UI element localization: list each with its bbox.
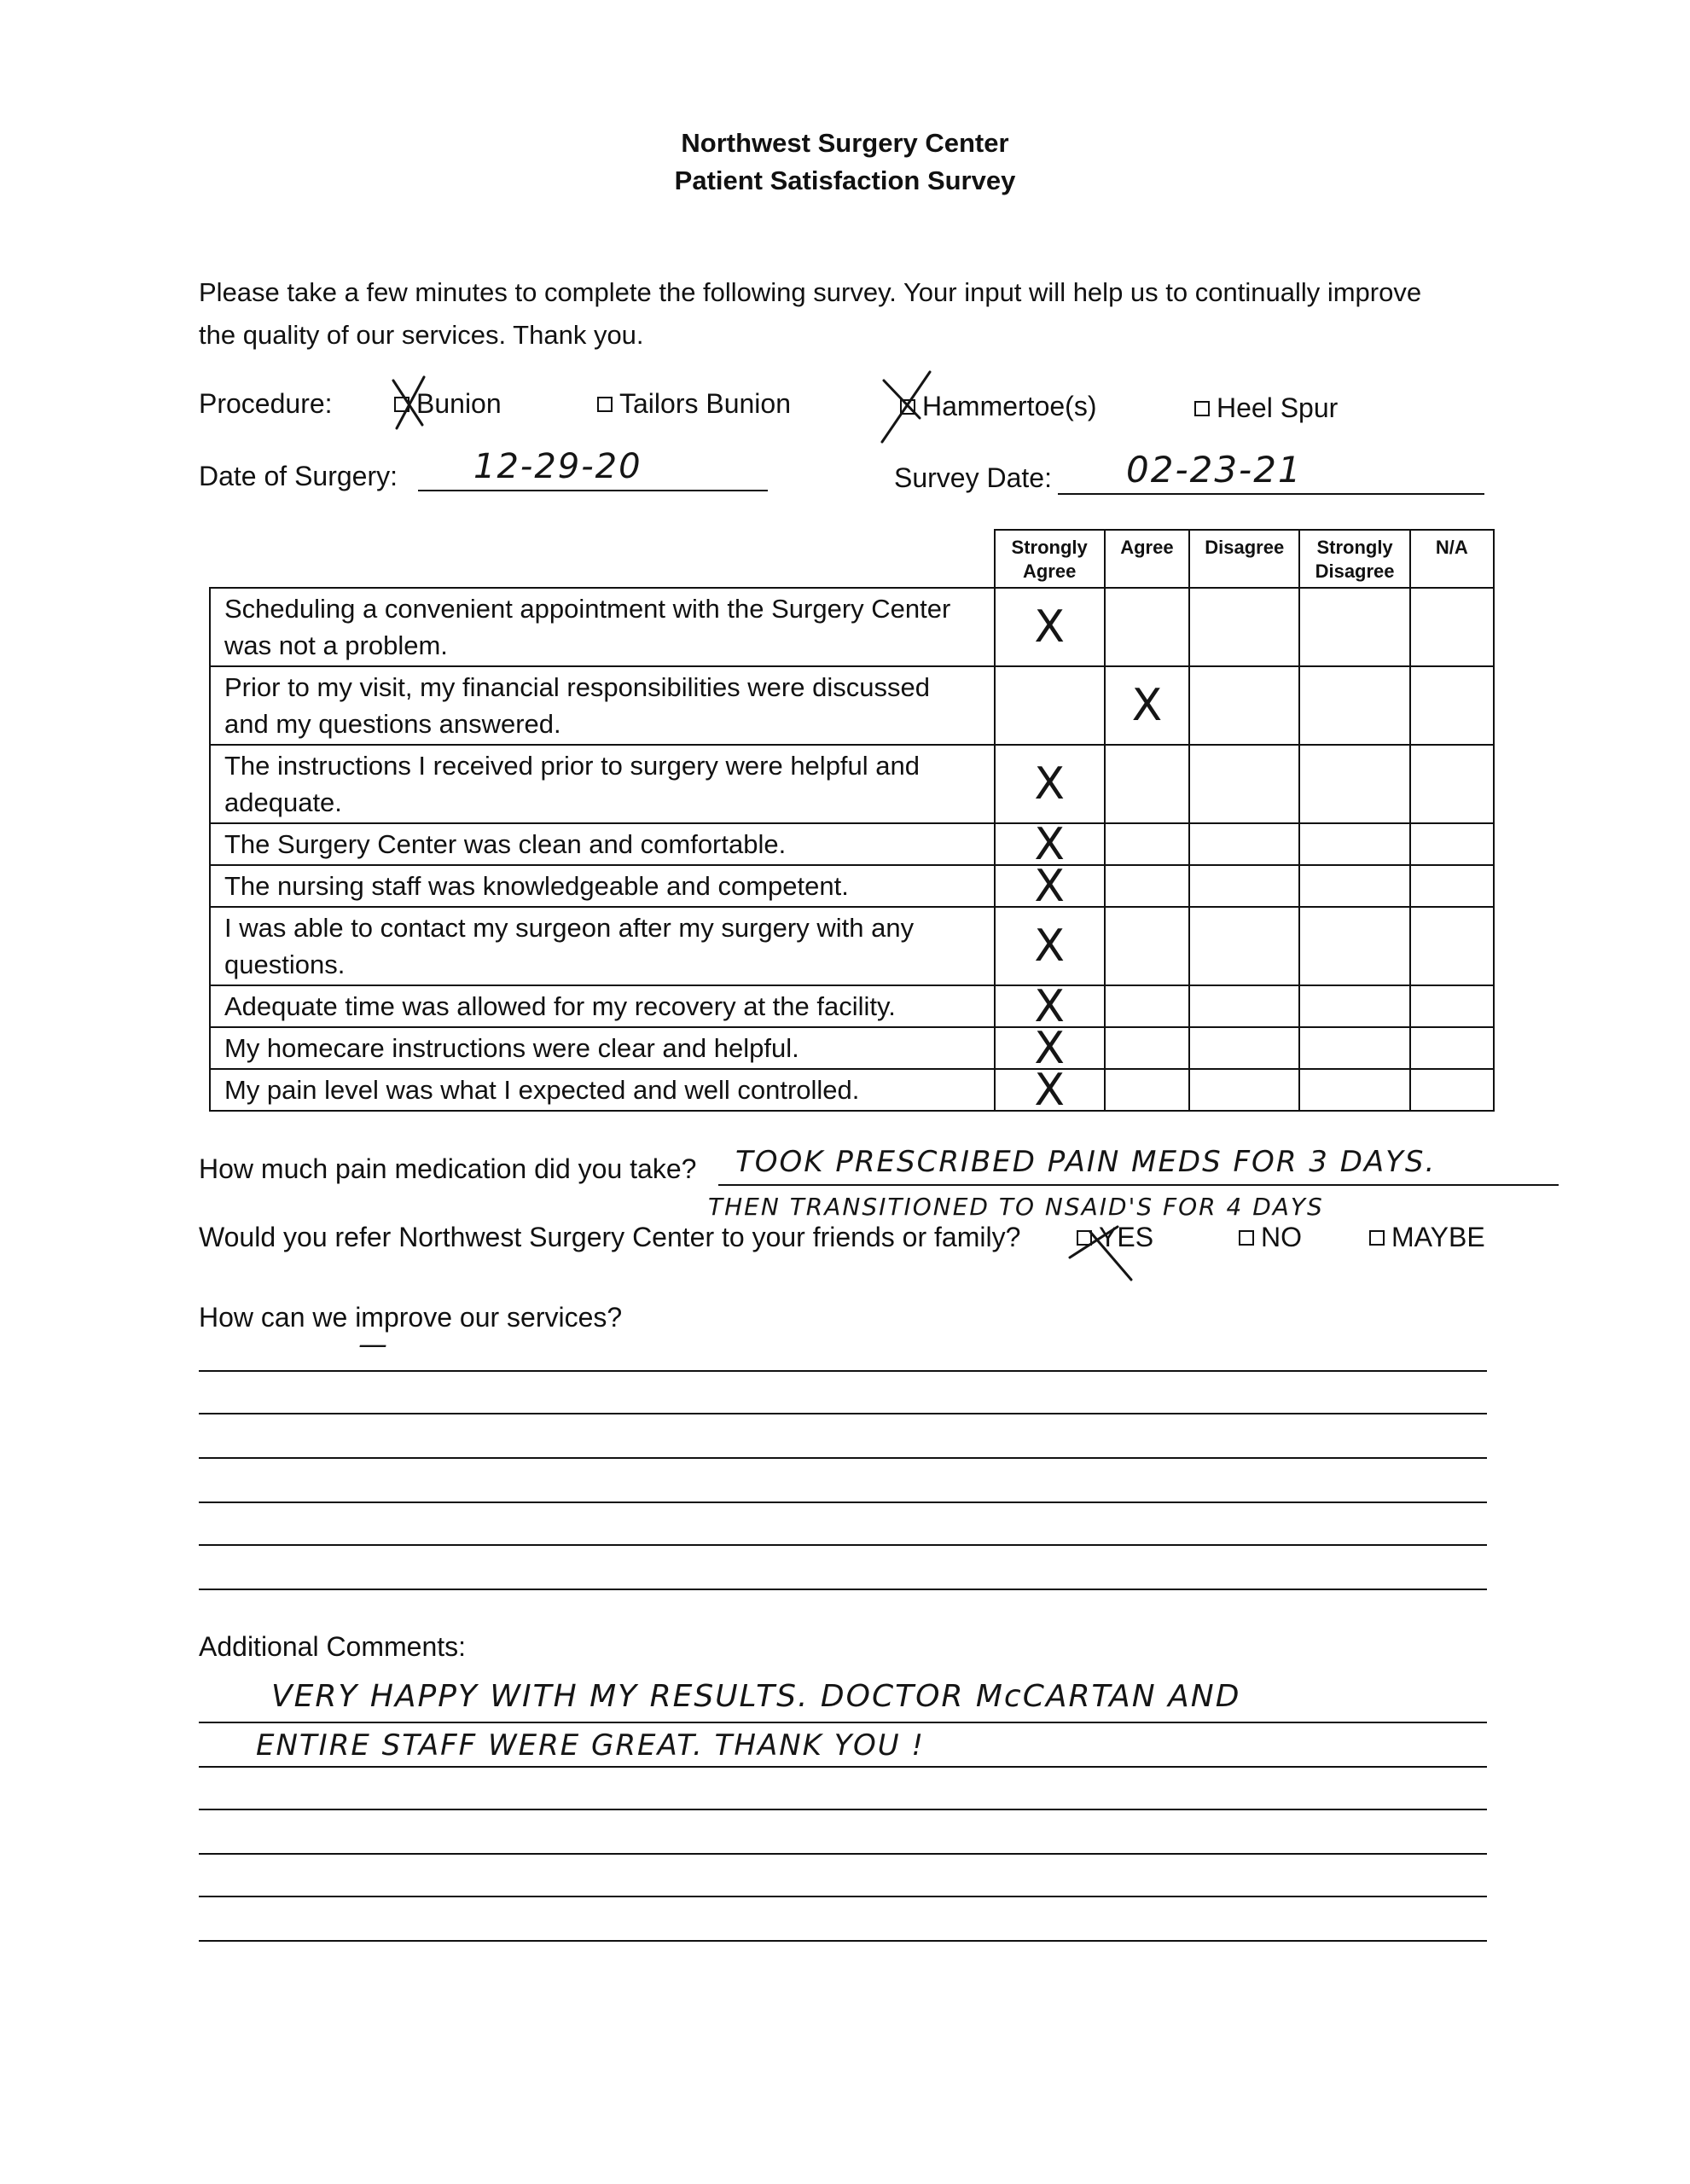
checkmark-x-icon	[1065, 1218, 1147, 1285]
rating-cell[interactable]	[995, 860, 1105, 912]
surgery-date-label: Date of Surgery:	[199, 461, 398, 491]
table-row	[210, 985, 1494, 1027]
mark: X	[1034, 818, 1065, 870]
rating-cell[interactable]	[995, 1022, 1105, 1074]
mark: X	[1034, 921, 1065, 972]
comments-line[interactable]	[199, 1940, 1487, 1942]
rating-cell[interactable]	[995, 666, 1105, 745]
rating-cell[interactable]	[1105, 865, 1189, 907]
checkbox[interactable]	[597, 397, 613, 412]
rating-cell[interactable]	[1105, 745, 1189, 823]
survey-table	[209, 529, 1495, 1116]
comments-line[interactable]	[199, 1766, 1487, 1768]
column-header: Strongly Agree	[995, 530, 1105, 588]
rating-cell[interactable]	[1105, 666, 1189, 745]
refer-question: Would you refer Northwest Surgery Center to your friends or family?	[199, 1222, 1021, 1252]
table-row	[210, 907, 1494, 985]
rating-cell[interactable]	[1299, 745, 1409, 823]
comments-line[interactable]	[199, 1896, 1487, 1897]
statement: The instructions I received prior to surgery were helpful and adequate.	[210, 745, 995, 823]
rating-cell[interactable]	[1410, 907, 1494, 985]
pain-question: How much pain medication did you take?	[199, 1153, 697, 1184]
pain-answer-field[interactable]	[718, 1145, 1559, 1186]
rating-cell[interactable]	[1410, 588, 1494, 666]
rating-cell[interactable]	[995, 980, 1105, 1032]
rating-cell[interactable]	[995, 907, 1105, 985]
rating-cell[interactable]	[1189, 1027, 1299, 1069]
rating-cell[interactable]	[1189, 745, 1299, 823]
improve-line[interactable]	[199, 1457, 1487, 1459]
surgery-date-value: 12-29-20	[473, 447, 642, 486]
rating-cell[interactable]	[1189, 1069, 1299, 1111]
mark: X	[1034, 1064, 1065, 1116]
statement: My homecare instructions were clear and helpful.	[210, 1027, 995, 1069]
statement: I was able to contact my surgeon after my surgery with any questions.	[210, 907, 995, 985]
rating-cell[interactable]	[1299, 588, 1409, 666]
procedure-option-label: Bunion	[416, 388, 502, 419]
rating-cell[interactable]	[1410, 865, 1494, 907]
comments-line[interactable]	[199, 1809, 1487, 1810]
survey-date-label: Survey Date:	[894, 462, 1052, 493]
rating-cell[interactable]	[1105, 1027, 1189, 1069]
table-row	[210, 1069, 1494, 1111]
checkbox[interactable]	[1239, 1230, 1254, 1246]
pain-answer-line1: TOOK PRESCRIBED PAIN MEDS FOR 3 DAYS.	[735, 1145, 1437, 1179]
rating-cell[interactable]	[1410, 823, 1494, 865]
procedure-label: Procedure:	[199, 388, 333, 419]
rating-cell[interactable]	[1299, 823, 1409, 865]
procedure-option-tailors-bunion[interactable]	[597, 388, 791, 420]
refer-option-no[interactable]	[1239, 1222, 1302, 1253]
procedure-option-heel-spur[interactable]	[1194, 392, 1338, 424]
column-header: Disagree	[1189, 530, 1299, 588]
refer-option-label: MAYBE	[1391, 1222, 1485, 1252]
survey-date-field[interactable]	[1058, 449, 1484, 495]
rating-cell[interactable]	[1189, 907, 1299, 985]
rating-cell[interactable]	[1105, 1069, 1189, 1111]
comments-line2: ENTIRE STAFF WERE GREAT. THANK YOU !	[256, 1728, 926, 1763]
rating-cell[interactable]	[1299, 1069, 1409, 1111]
rating-cell[interactable]	[1410, 1027, 1494, 1069]
survey-date-value: 02-23-21	[1126, 449, 1303, 491]
statement: Scheduling a convenient appointment with the Surgery Center was not a problem.	[210, 588, 995, 666]
comments-line[interactable]	[199, 1853, 1487, 1855]
rating-cell[interactable]	[1299, 1027, 1409, 1069]
refer-option-label: YES	[1099, 1222, 1154, 1252]
rating-cell[interactable]	[995, 745, 1105, 823]
checkbox[interactable]	[1369, 1230, 1385, 1246]
statement: Adequate time was allowed for my recovery at the facility.	[210, 985, 995, 1027]
column-header: Agree	[1105, 530, 1189, 588]
procedure-option-label: Hammertoe(s)	[922, 391, 1097, 421]
statement: The Surgery Center was clean and comfortable.	[210, 823, 995, 865]
rating-cell[interactable]	[1105, 985, 1189, 1027]
rating-cell[interactable]	[1189, 865, 1299, 907]
rating-cell[interactable]	[1105, 823, 1189, 865]
rating-cell[interactable]	[1105, 907, 1189, 985]
comments-label: Additional Comments:	[199, 1631, 467, 1662]
intro-text: Please take a few minutes to complete the following survey. Your input will help us to continually improve the quality of our services. Thank you.	[199, 277, 1422, 350]
org-name: Northwest Surgery Center	[681, 128, 1009, 158]
column-header: Strongly Disagree	[1299, 530, 1409, 588]
procedure-option-label: Heel Spur	[1217, 392, 1339, 423]
rating-cell[interactable]	[995, 588, 1105, 666]
statement: My pain level was what I expected and well controlled.	[210, 1069, 995, 1111]
checkmark-x-icon	[877, 369, 935, 445]
improve-answer: —	[358, 1327, 389, 1362]
rating-cell[interactable]	[1410, 745, 1494, 823]
rating-cell[interactable]	[1299, 985, 1409, 1027]
mark: X	[1131, 680, 1163, 731]
statement: The nursing staff was knowledgeable and competent.	[210, 865, 995, 907]
rating-cell[interactable]	[1189, 588, 1299, 666]
improve-line[interactable]	[199, 1370, 1487, 1372]
mark: X	[1034, 601, 1065, 653]
statement: Prior to my visit, my financial responsibilities were discussed and my questions answered.	[210, 666, 995, 745]
rating-cell[interactable]	[1189, 985, 1299, 1027]
pain-answer-line2: THEN TRANSITIONED TO NSAID'S FOR 4 DAYS	[708, 1193, 1324, 1221]
table-row	[210, 666, 1494, 745]
rating-cell[interactable]	[995, 1064, 1105, 1116]
surgery-date-field[interactable]	[418, 447, 768, 491]
rating-cell[interactable]	[995, 818, 1105, 870]
improve-line[interactable]	[199, 1502, 1487, 1503]
table-row	[210, 588, 1494, 666]
survey-title: Patient Satisfaction Survey	[674, 166, 1016, 195]
rating-cell[interactable]	[1410, 985, 1494, 1027]
mark: X	[1034, 860, 1065, 912]
rating-cell[interactable]	[1299, 865, 1409, 907]
rating-cell[interactable]	[1189, 666, 1299, 745]
table-row	[210, 1027, 1494, 1069]
mark: X	[1034, 1022, 1065, 1074]
improve-line[interactable]	[199, 1544, 1487, 1546]
table-row	[210, 745, 1494, 823]
mark: X	[1034, 980, 1065, 1032]
rating-cell[interactable]	[1299, 907, 1409, 985]
table-row	[210, 865, 1494, 907]
rating-cell[interactable]	[1105, 588, 1189, 666]
rating-cell[interactable]	[1410, 666, 1494, 745]
table-row	[210, 823, 1494, 865]
rating-cell[interactable]	[1299, 666, 1409, 745]
mark: X	[1034, 758, 1065, 810]
improve-line[interactable]	[199, 1589, 1487, 1590]
rating-cell[interactable]	[1189, 823, 1299, 865]
procedure-option-label: Tailors Bunion	[619, 388, 791, 419]
comments-line[interactable]	[199, 1722, 1487, 1723]
checkbox[interactable]	[1194, 401, 1210, 416]
column-header: N/A	[1410, 530, 1494, 588]
refer-option-maybe[interactable]	[1369, 1222, 1485, 1253]
improve-line[interactable]	[199, 1413, 1487, 1414]
improve-question: How can we improve our services?	[199, 1302, 623, 1333]
refer-option-label: NO	[1261, 1222, 1302, 1252]
comments-line1: VERY HAPPY WITH MY RESULTS. DOCTOR McCARTAN AND	[271, 1679, 1241, 1714]
table-header-row	[210, 530, 1494, 588]
rating-cell[interactable]	[1410, 1069, 1494, 1111]
checkmark-x-icon	[388, 374, 431, 432]
